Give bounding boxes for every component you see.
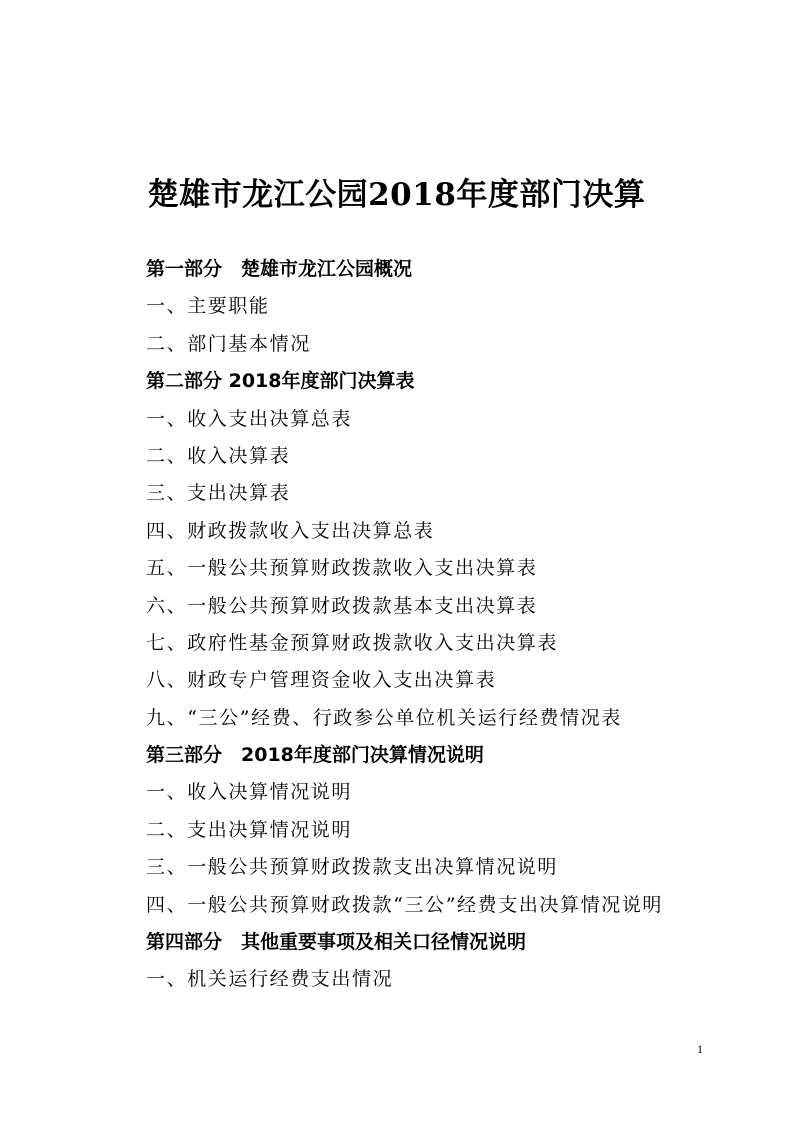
toc-item: 三、一般公共预算财政拨款支出决算情况说明 bbox=[146, 856, 559, 879]
toc-item: 一、收入支出决算总表 bbox=[146, 407, 353, 430]
toc-item: 二、部门基本情况 bbox=[146, 332, 311, 355]
toc-item: 八、财政专户管理资金收入支出决算表 bbox=[146, 669, 497, 692]
toc-item: 五、一般公共预算财政拨款收入支出决算表 bbox=[146, 557, 538, 580]
toc-item: 一、收入决算情况说明 bbox=[146, 781, 353, 804]
toc-item: 一、主要职能 bbox=[146, 295, 270, 318]
toc-item: 二、收入决算表 bbox=[146, 444, 291, 467]
toc-item: 一、机关运行经费支出情况 bbox=[146, 968, 394, 991]
toc-section-part-1: 第一部分 楚雄市龙江公园概况 bbox=[146, 258, 413, 280]
toc-item: 七、政府性基金预算财政拨款收入支出决算表 bbox=[146, 631, 559, 654]
toc-item: 九、“三公”经费、行政参公单位机关运行经费情况表 bbox=[146, 706, 622, 729]
document-title: 楚雄市龙江公园2018年度部门决算 bbox=[147, 177, 646, 213]
toc-item: 六、一般公共预算财政拨款基本支出决算表 bbox=[146, 594, 538, 617]
toc-section-part-3: 第三部分 2018年度部门决算情况说明 bbox=[146, 744, 484, 767]
toc-item: 三、支出决算表 bbox=[146, 482, 291, 505]
toc-section-part-2: 第二部分 2018年度部门决算表 bbox=[146, 370, 415, 393]
toc-section-part-4: 第四部分 其他重要事项及相关口径情况说明 bbox=[146, 931, 527, 954]
table-of-contents bbox=[146, 251, 786, 999]
toc-item: 二、支出决算情况说明 bbox=[146, 818, 353, 841]
toc-item: 四、一般公共预算财政拨款“三公”经费支出决算情况说明 bbox=[146, 893, 664, 916]
toc-item: 四、财政拨款收入支出决算总表 bbox=[146, 519, 435, 542]
page-number: 1 bbox=[697, 1042, 703, 1056]
